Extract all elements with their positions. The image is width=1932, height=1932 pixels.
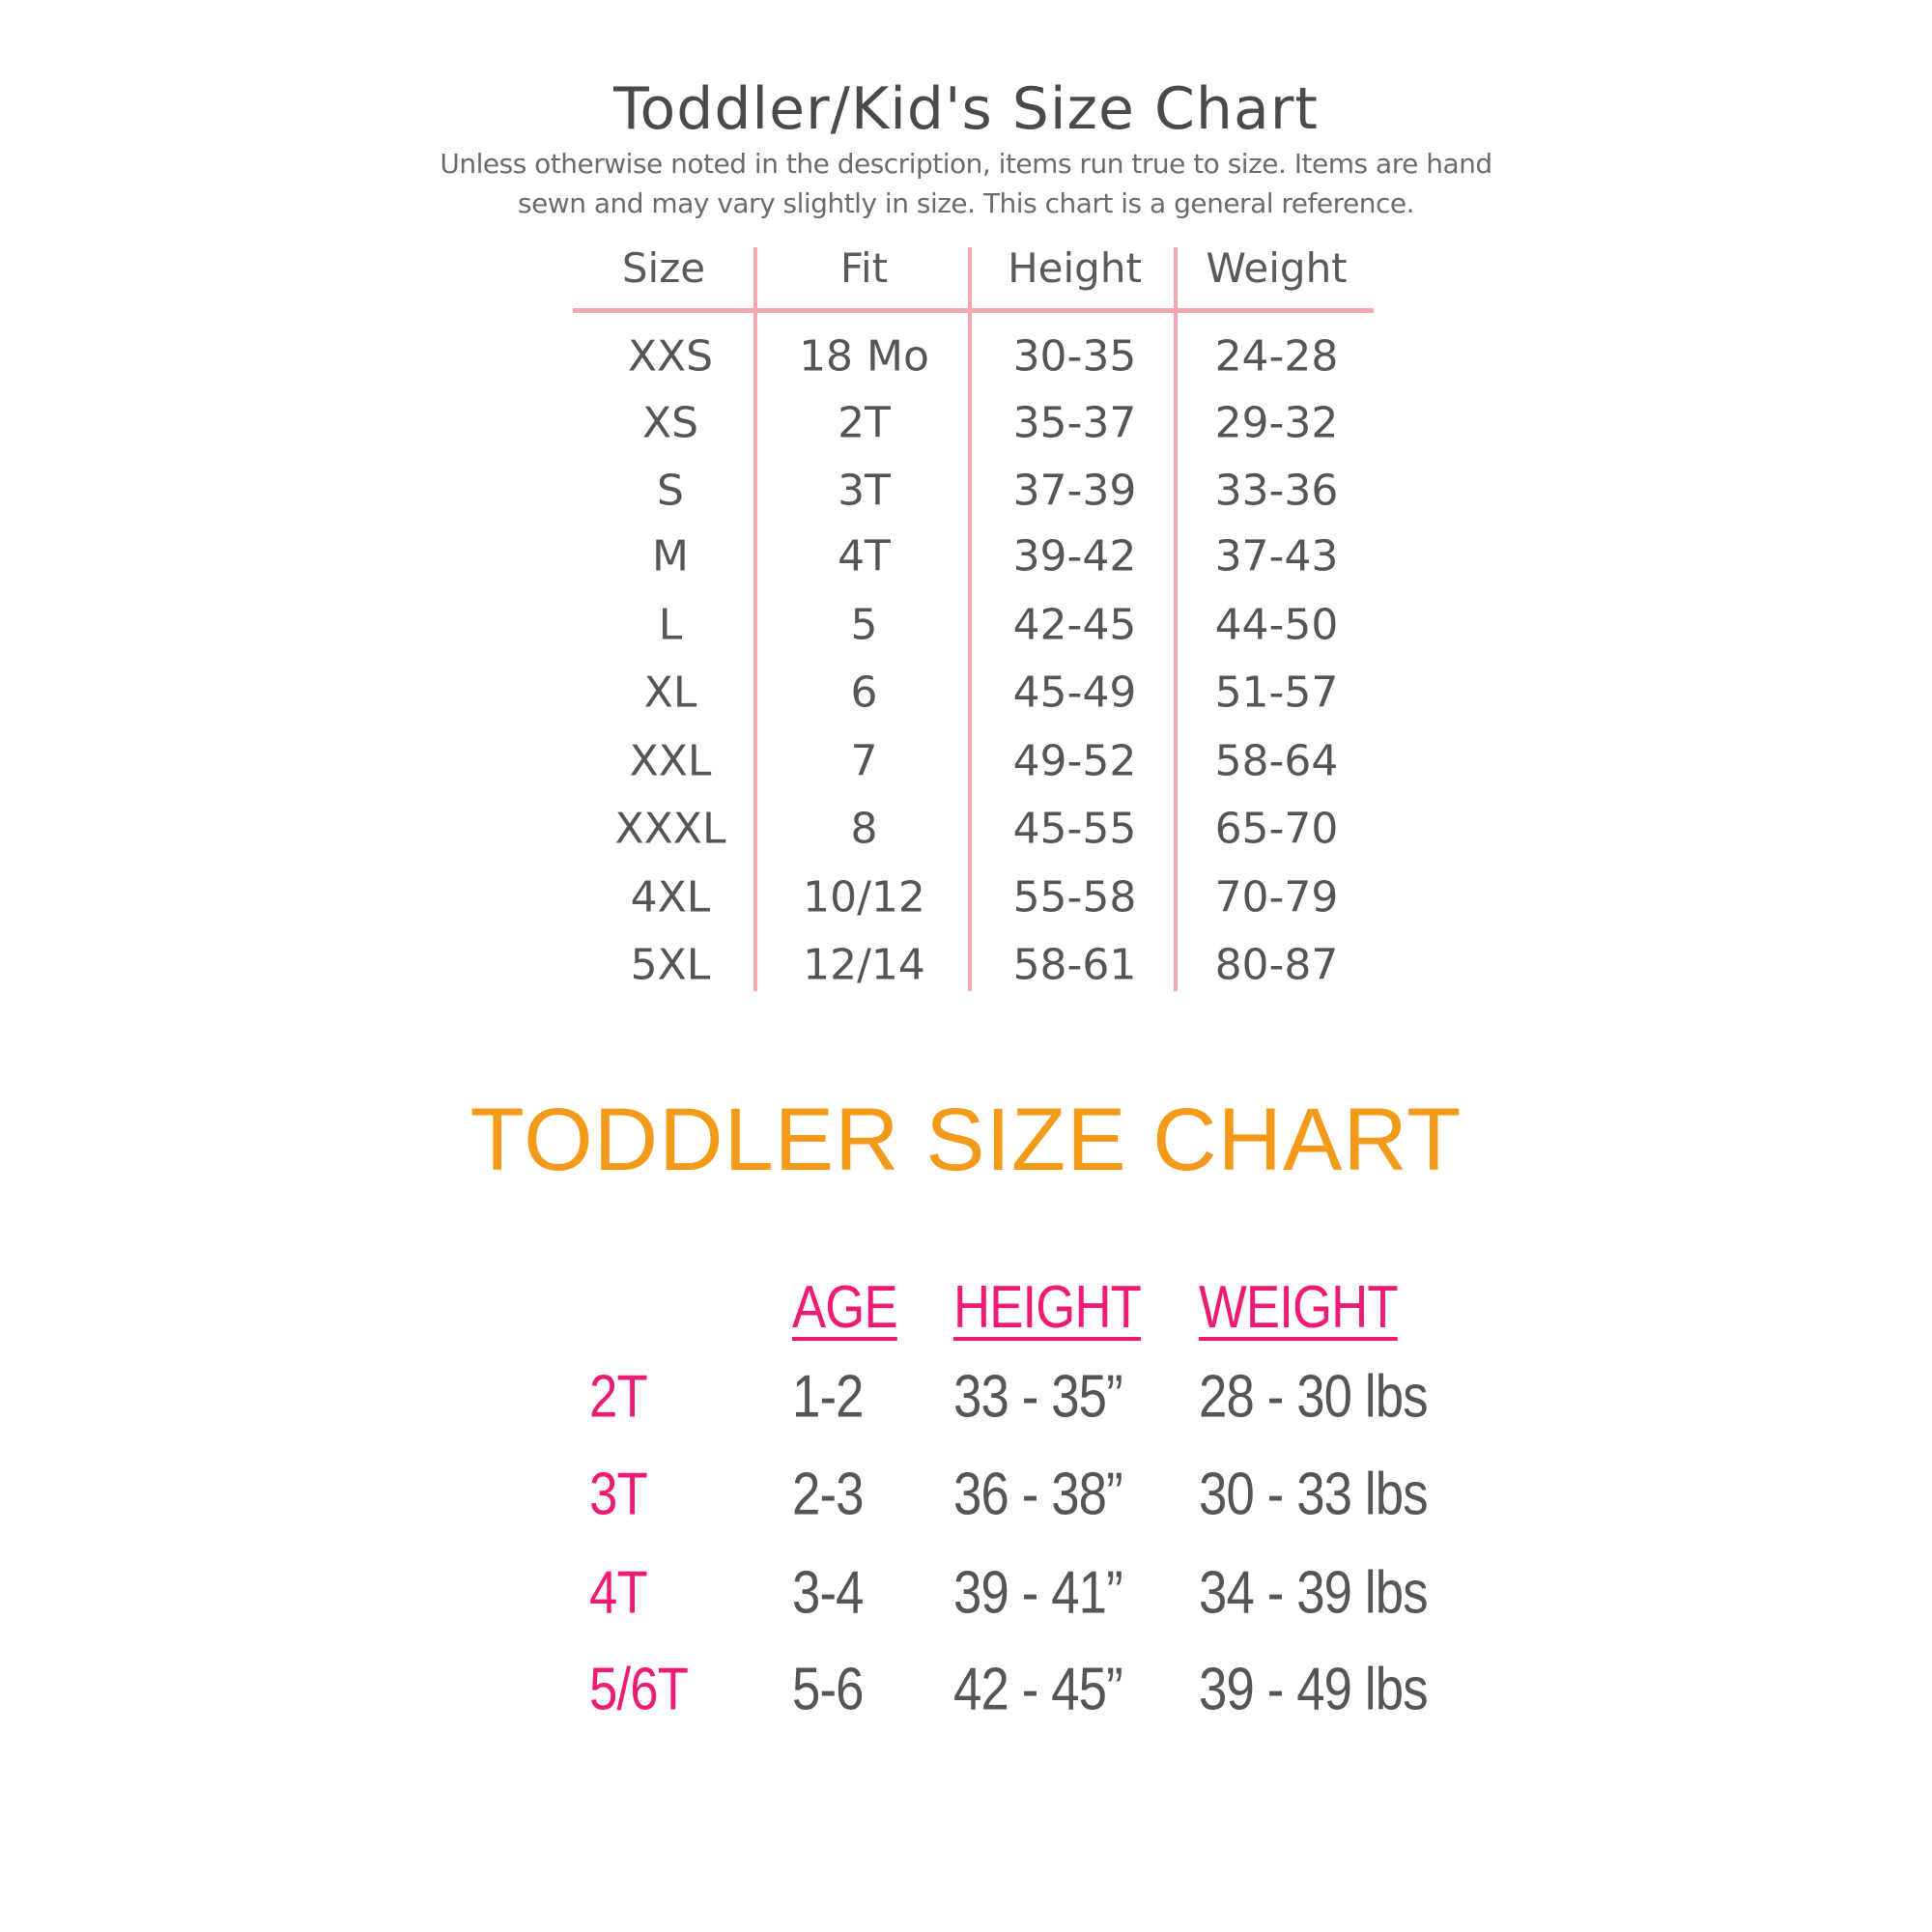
cell-age: 3-4 — [792, 1559, 864, 1627]
cell-height: 58-61 — [1012, 940, 1137, 990]
cell-weight: 33-36 — [1214, 466, 1339, 516]
cell-size: XL — [643, 668, 697, 718]
cell-size: XXL — [629, 736, 712, 786]
cell-weight: 34 - 39 lbs — [1199, 1559, 1428, 1627]
cell-height: 33 - 35” — [953, 1363, 1122, 1431]
cell-weight: 65-70 — [1214, 804, 1339, 854]
cell-fit: 2T — [838, 398, 891, 448]
cell-weight: 80-87 — [1214, 940, 1339, 990]
cell-fit: 3T — [838, 466, 891, 516]
cell-height: 35-37 — [1012, 398, 1137, 448]
cell-height: 45-55 — [1012, 804, 1137, 854]
cell-size: 5/6T — [589, 1656, 689, 1723]
cell-age: 1-2 — [792, 1363, 864, 1431]
cell-weight: 28 - 30 lbs — [1199, 1363, 1428, 1431]
cell-size: 3T — [589, 1461, 647, 1528]
cell-height: 39 - 41” — [953, 1559, 1122, 1627]
cell-age: 2-3 — [792, 1461, 864, 1528]
cell-size: S — [657, 466, 684, 516]
cell-fit: 18 Mo — [799, 331, 929, 382]
cell-height: 42 - 45” — [953, 1656, 1122, 1723]
cell-height: 30-35 — [1012, 331, 1137, 382]
kids-chart-subtitle-line1: Unless otherwise noted in the description, items run true to size. Items are hand — [440, 148, 1492, 180]
cell-fit: 6 — [850, 668, 878, 718]
cell-fit: 4T — [838, 531, 891, 582]
header-age: AGE — [792, 1274, 897, 1341]
cell-size: XXS — [627, 331, 714, 382]
cell-weight: 29-32 — [1214, 398, 1339, 448]
cell-height: 37-39 — [1012, 466, 1137, 516]
cell-height: 36 - 38” — [953, 1461, 1122, 1528]
cell-weight: 39 - 49 lbs — [1199, 1656, 1428, 1723]
cell-age: 5-6 — [792, 1656, 864, 1723]
cell-height: 49-52 — [1012, 736, 1137, 786]
header-divider — [573, 308, 1374, 313]
kids-chart-title: Toddler/Kid's Size Chart — [613, 75, 1319, 143]
header-fit: Fit — [839, 244, 889, 292]
cell-weight: 70-79 — [1214, 872, 1339, 923]
cell-height: 39-42 — [1012, 531, 1137, 582]
header-size: Size — [621, 244, 706, 292]
cell-size: M — [652, 531, 689, 582]
cell-fit: 5 — [850, 600, 878, 650]
cell-height: 55-58 — [1012, 872, 1137, 923]
header-weight: WEIGHT — [1199, 1274, 1398, 1341]
cell-weight: 44-50 — [1214, 600, 1339, 650]
cell-fit: 10/12 — [803, 872, 925, 923]
cell-size: XS — [641, 398, 699, 448]
cell-height: 42-45 — [1012, 600, 1137, 650]
cell-weight: 37-43 — [1214, 531, 1339, 582]
cell-fit: 8 — [850, 804, 878, 854]
header-height: HEIGHT — [953, 1274, 1141, 1341]
cell-size: L — [658, 600, 683, 650]
cell-fit: 7 — [850, 736, 878, 786]
cell-weight: 51-57 — [1214, 668, 1339, 718]
cell-size: 2T — [589, 1363, 647, 1431]
header-height: Height — [1008, 244, 1142, 292]
cell-size: 4XL — [630, 872, 711, 923]
cell-size: XXXL — [614, 804, 726, 854]
cell-height: 45-49 — [1012, 668, 1137, 718]
cell-size: 5XL — [630, 940, 711, 990]
cell-weight: 58-64 — [1214, 736, 1339, 786]
cell-weight: 24-28 — [1214, 331, 1339, 382]
header-weight: Weight — [1206, 244, 1348, 292]
kids-chart-subtitle-line2: sewn and may vary slightly in size. This chart is a general reference. — [517, 187, 1415, 219]
toddler-chart-title: TODDLER SIZE CHART — [469, 1091, 1463, 1189]
cell-size: 4T — [589, 1559, 647, 1627]
cell-weight: 30 - 33 lbs — [1199, 1461, 1428, 1528]
cell-fit: 12/14 — [803, 940, 925, 990]
